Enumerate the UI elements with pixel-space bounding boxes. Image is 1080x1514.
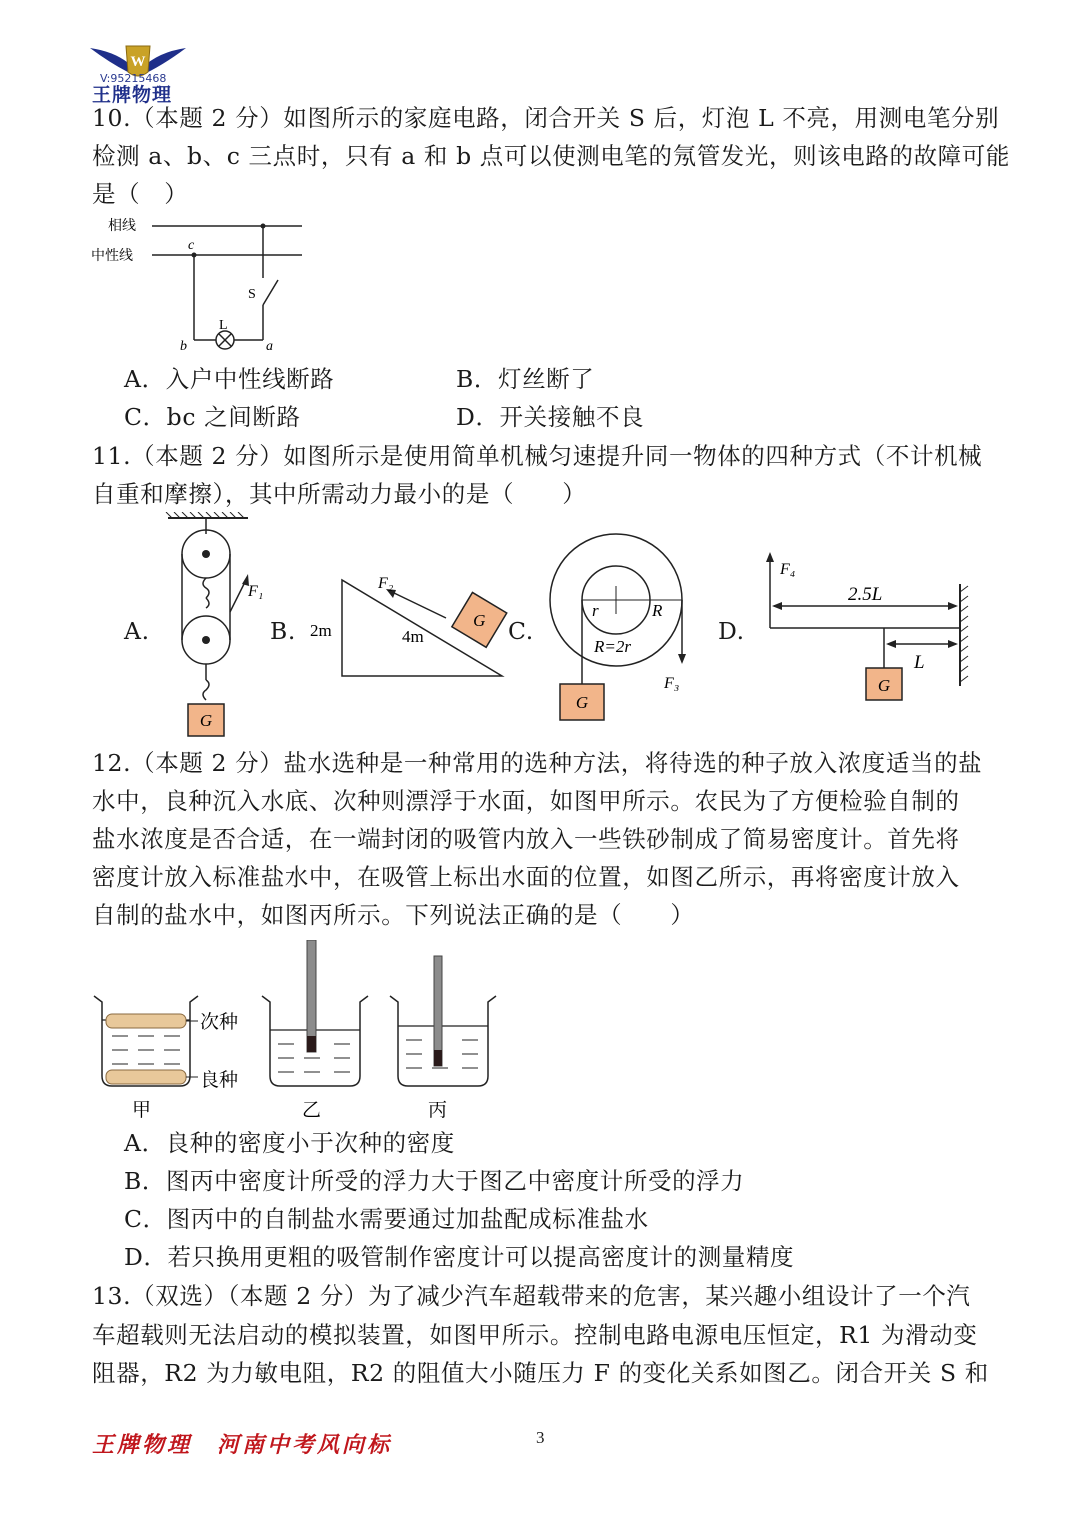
q11-figure-a-pulley <box>160 512 280 742</box>
point-a-label: a <box>266 339 273 354</box>
svg-text:W: W <box>130 54 146 70</box>
q10-line-2: 检测 a、b、c 三点时，只有 a 和 b 点可以使测电笔的氖管发光，则该电路的故障可能 <box>92 142 1010 170</box>
q13-line-1: 13.（双选）（本题 2 分）为了减少汽车超载带来的危害，某兴趣小组设计了一个汽 <box>92 1282 971 1310</box>
q12-line-3: 盐水浓度是否合适，在一端封闭的吸管内放入一些铁砂制成了简易密度计。首先将 <box>92 825 960 853</box>
q12-line-5: 自制的盐水中，如图丙所示。下列说法正确的是（ ） <box>92 901 695 929</box>
q13-line-2: 车超载则无法启动的模拟装置，如图甲所示。控制电路电源电压恒定，R1 为滑动变 <box>92 1321 978 1349</box>
fig-d-long-label: 2.5L <box>848 584 883 605</box>
fig-d-force-label: F₄ <box>780 561 796 578</box>
q10-line-1: 10.（本题 2 分）如图所示的家庭电路，闭合开关 S 后，灯泡 L 不亮，用测电笔分别 <box>92 104 1000 132</box>
fig-c-weight-label: G <box>575 693 589 712</box>
point-b-label: b <box>180 339 187 354</box>
q12-option-b: B．图丙中密度计所受的浮力大于图乙中密度计所受的浮力 <box>124 1167 745 1195</box>
fig-b-force-label: F₂ <box>378 575 394 592</box>
fig-b-length-label: 4m <box>402 627 424 646</box>
fig-d-weight-label: G <box>877 676 891 695</box>
logo-id-text: V:95215468 <box>100 72 167 85</box>
q11-label-d: D. <box>718 617 745 645</box>
q10-option-b: B．灯丝断了 <box>456 365 595 393</box>
fig-a-weight-label: G <box>199 711 213 730</box>
live-wire-label: 相线 <box>108 219 136 234</box>
q11-figure-b-incline <box>306 570 516 682</box>
lamp-label: L <box>219 318 228 333</box>
q10-option-c: C．bc 之间断路 <box>124 403 301 431</box>
q12-line-1: 12.（本题 2 分）盐水选种是一种常用的选种方法，将待选的种子放入浓度适当的盐 <box>92 749 983 777</box>
fig-a-force-label: F₁ <box>248 583 264 600</box>
q13-line-3: 阻器，R2 为力敏电阻，R2 的阻值大小随压力 F 的变化关系如图乙。闭合开关 S 和 <box>92 1359 989 1387</box>
beaker-bing-label: 丙 <box>428 1100 448 1121</box>
q10-option-a: A．入户中性线断路 <box>124 365 335 393</box>
q11-figure-c-wheel-axle <box>540 528 700 728</box>
footer-brand: 王牌物理 河南中考风向标 <box>92 1432 393 1458</box>
inferior-seed-label: 次种 <box>200 1012 239 1033</box>
good-seed-label: 良种 <box>200 1070 239 1091</box>
q11-label-b: B. <box>270 617 296 645</box>
q12-option-c: C．图丙中的自制盐水需要通过加盐配成标准盐水 <box>124 1205 649 1233</box>
beaker-jia-label: 甲 <box>132 1100 152 1121</box>
q11-line-2: 自重和摩擦），其中所需动力最小的是（ ） <box>92 480 587 508</box>
switch-label: S <box>248 287 256 302</box>
fig-b-weight-label: G <box>473 610 486 630</box>
fig-c-relation-label: R=2r <box>594 637 631 656</box>
q12-option-d: D．若只换用更粗的吸管制作密度计可以提高密度计的测量精度 <box>124 1243 795 1271</box>
q10-line-3: 是（ ） <box>92 180 189 208</box>
q12-beakers-figure <box>88 940 508 1125</box>
q12-line-4: 密度计放入标准盐水中，在吸管上标出水面的位置，如图乙所示，再将密度计放入 <box>92 863 960 891</box>
q11-label-a: A. <box>124 617 150 645</box>
fig-c-r-label: r <box>592 601 599 620</box>
q11-label-c: C. <box>508 617 534 645</box>
q10-circuit-figure <box>88 210 318 360</box>
fig-b-height-label: 2m <box>310 621 332 640</box>
q11-figure-d-lever <box>760 548 980 708</box>
beaker-yi-label: 乙 <box>302 1100 322 1121</box>
fig-c-big-r-label: R <box>652 601 663 620</box>
fig-c-force-label: F₃ <box>664 675 680 692</box>
q11-line-1: 11.（本题 2 分）如图所示是使用简单机械匀速提升同一物体的四种方式（不计机械 <box>92 442 983 470</box>
q10-option-d: D．开关接触不良 <box>456 403 645 431</box>
q12-option-a: A．良种的密度小于次种的密度 <box>124 1129 455 1157</box>
point-c-label: c <box>188 238 195 253</box>
logo-brand: 王牌物理 <box>92 84 173 106</box>
neutral-wire-label: 中性线 <box>91 249 133 264</box>
fig-d-short-label: L <box>914 652 925 673</box>
q12-line-2: 水中，良种沉入水底、次种则漂浮于水面，如图甲所示。农民为了方便检验自制的 <box>92 787 960 815</box>
page-number: 3 <box>536 1428 545 1447</box>
